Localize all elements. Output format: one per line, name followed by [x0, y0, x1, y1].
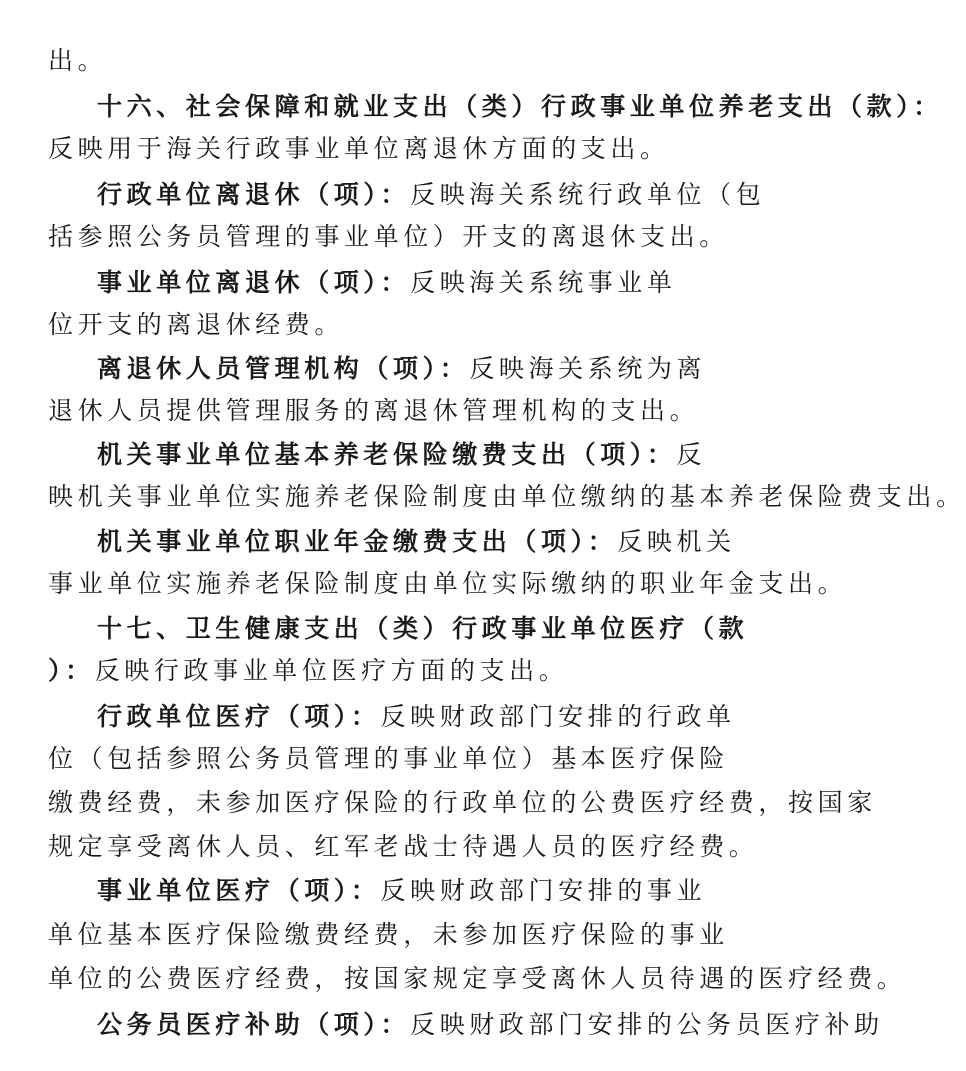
text-line [48, 134, 768, 164]
bold-heading-text: 事业单位医疗（项）： [97, 876, 381, 905]
body-text: 位（包括参照公务员管理的事业单位）基本医疗保险 [48, 744, 729, 773]
text-line [97, 702, 768, 732]
bold-heading-text: 十七、卫生健康支出（类）行政事业单位医疗（款 [97, 614, 749, 643]
bold-heading-text: 行政单位医疗（项）： [97, 702, 381, 731]
bold-heading-text: 事业单位离退休（项）： [97, 268, 411, 297]
text-line [97, 354, 768, 384]
body-text: 括参照公务员管理的事业单位）开支的离退休支出。 [48, 222, 729, 251]
body-text: 单位基本医疗保险缴费经费，未参加医疗保险的事业 [48, 920, 729, 949]
bold-heading-text: 机关事业单位职业年金缴费支出（项）： [97, 527, 618, 556]
text-line [97, 527, 768, 557]
text-line [48, 656, 768, 686]
bold-heading-text: 公务员医疗补助（项）： [97, 1010, 411, 1039]
text-line [48, 920, 768, 950]
text-line [48, 310, 768, 340]
body-text: 反映行政事业单位医疗方面的支出。 [94, 656, 569, 685]
bold-heading-text: 十六、社会保障和就业支出（类）行政事业单位养老支出（款）： [97, 92, 943, 121]
body-text: 位开支的离退休经费。 [48, 310, 345, 339]
text-line [97, 92, 943, 122]
body-text: 出。 [48, 46, 108, 75]
body-text: 反映海关系统为离 [469, 354, 707, 383]
text-line [97, 876, 768, 906]
text-line [97, 268, 768, 298]
body-text: 反映财政部门安排的事业 [380, 876, 707, 905]
body-text: 映机关事业单位实施养老保险制度由单位缴纳的基本养老保险费支出。 [48, 482, 966, 511]
body-text: 缴费经费，未参加医疗保险的行政单位的公费医疗经费，按国家 [48, 788, 877, 817]
text-line [48, 569, 848, 599]
text-line [48, 964, 907, 994]
text-line [48, 46, 768, 76]
body-text: 单位的公费医疗经费，按国家规定享受离休人员待遇的医疗经费。 [48, 964, 907, 993]
bold-heading-text: 离退休人员管理机构（项）： [97, 354, 470, 383]
text-line [97, 614, 768, 644]
text-line [48, 788, 877, 818]
body-text: 事业单位实施养老保险制度由单位实际缴纳的职业年金支出。 [48, 569, 848, 598]
body-text: 反 [676, 440, 707, 469]
text-line [48, 396, 768, 426]
body-text: 规定享受离休人员、红军老战士待遇人员的医疗经费。 [48, 832, 759, 861]
body-text: 反映机关 [617, 527, 736, 556]
body-text: 反映财政部门安排的行政单 [380, 702, 736, 731]
text-line [97, 440, 768, 470]
bold-heading-text: 行政单位离退休（项）： [97, 180, 411, 209]
body-text: 反映海关系统事业单 [410, 268, 677, 297]
bold-heading-text: 机关事业单位基本养老保险缴费支出（项）： [97, 440, 677, 469]
text-line [48, 482, 966, 512]
body-text: 反映财政部门安排的公务员医疗补助 [410, 1010, 884, 1039]
body-text: 反映用于海关行政事业单位离退休方面的支出。 [48, 134, 670, 163]
text-line [97, 1010, 884, 1040]
bold-heading-text: ）： [48, 656, 95, 685]
text-line [48, 222, 768, 252]
body-text: 退休人员提供管理服务的离退休管理机构的支出。 [48, 396, 700, 425]
text-line [48, 832, 768, 862]
text-line [97, 180, 768, 210]
body-text: 反映海关系统行政单位（包 [410, 180, 766, 209]
text-line [48, 744, 768, 774]
